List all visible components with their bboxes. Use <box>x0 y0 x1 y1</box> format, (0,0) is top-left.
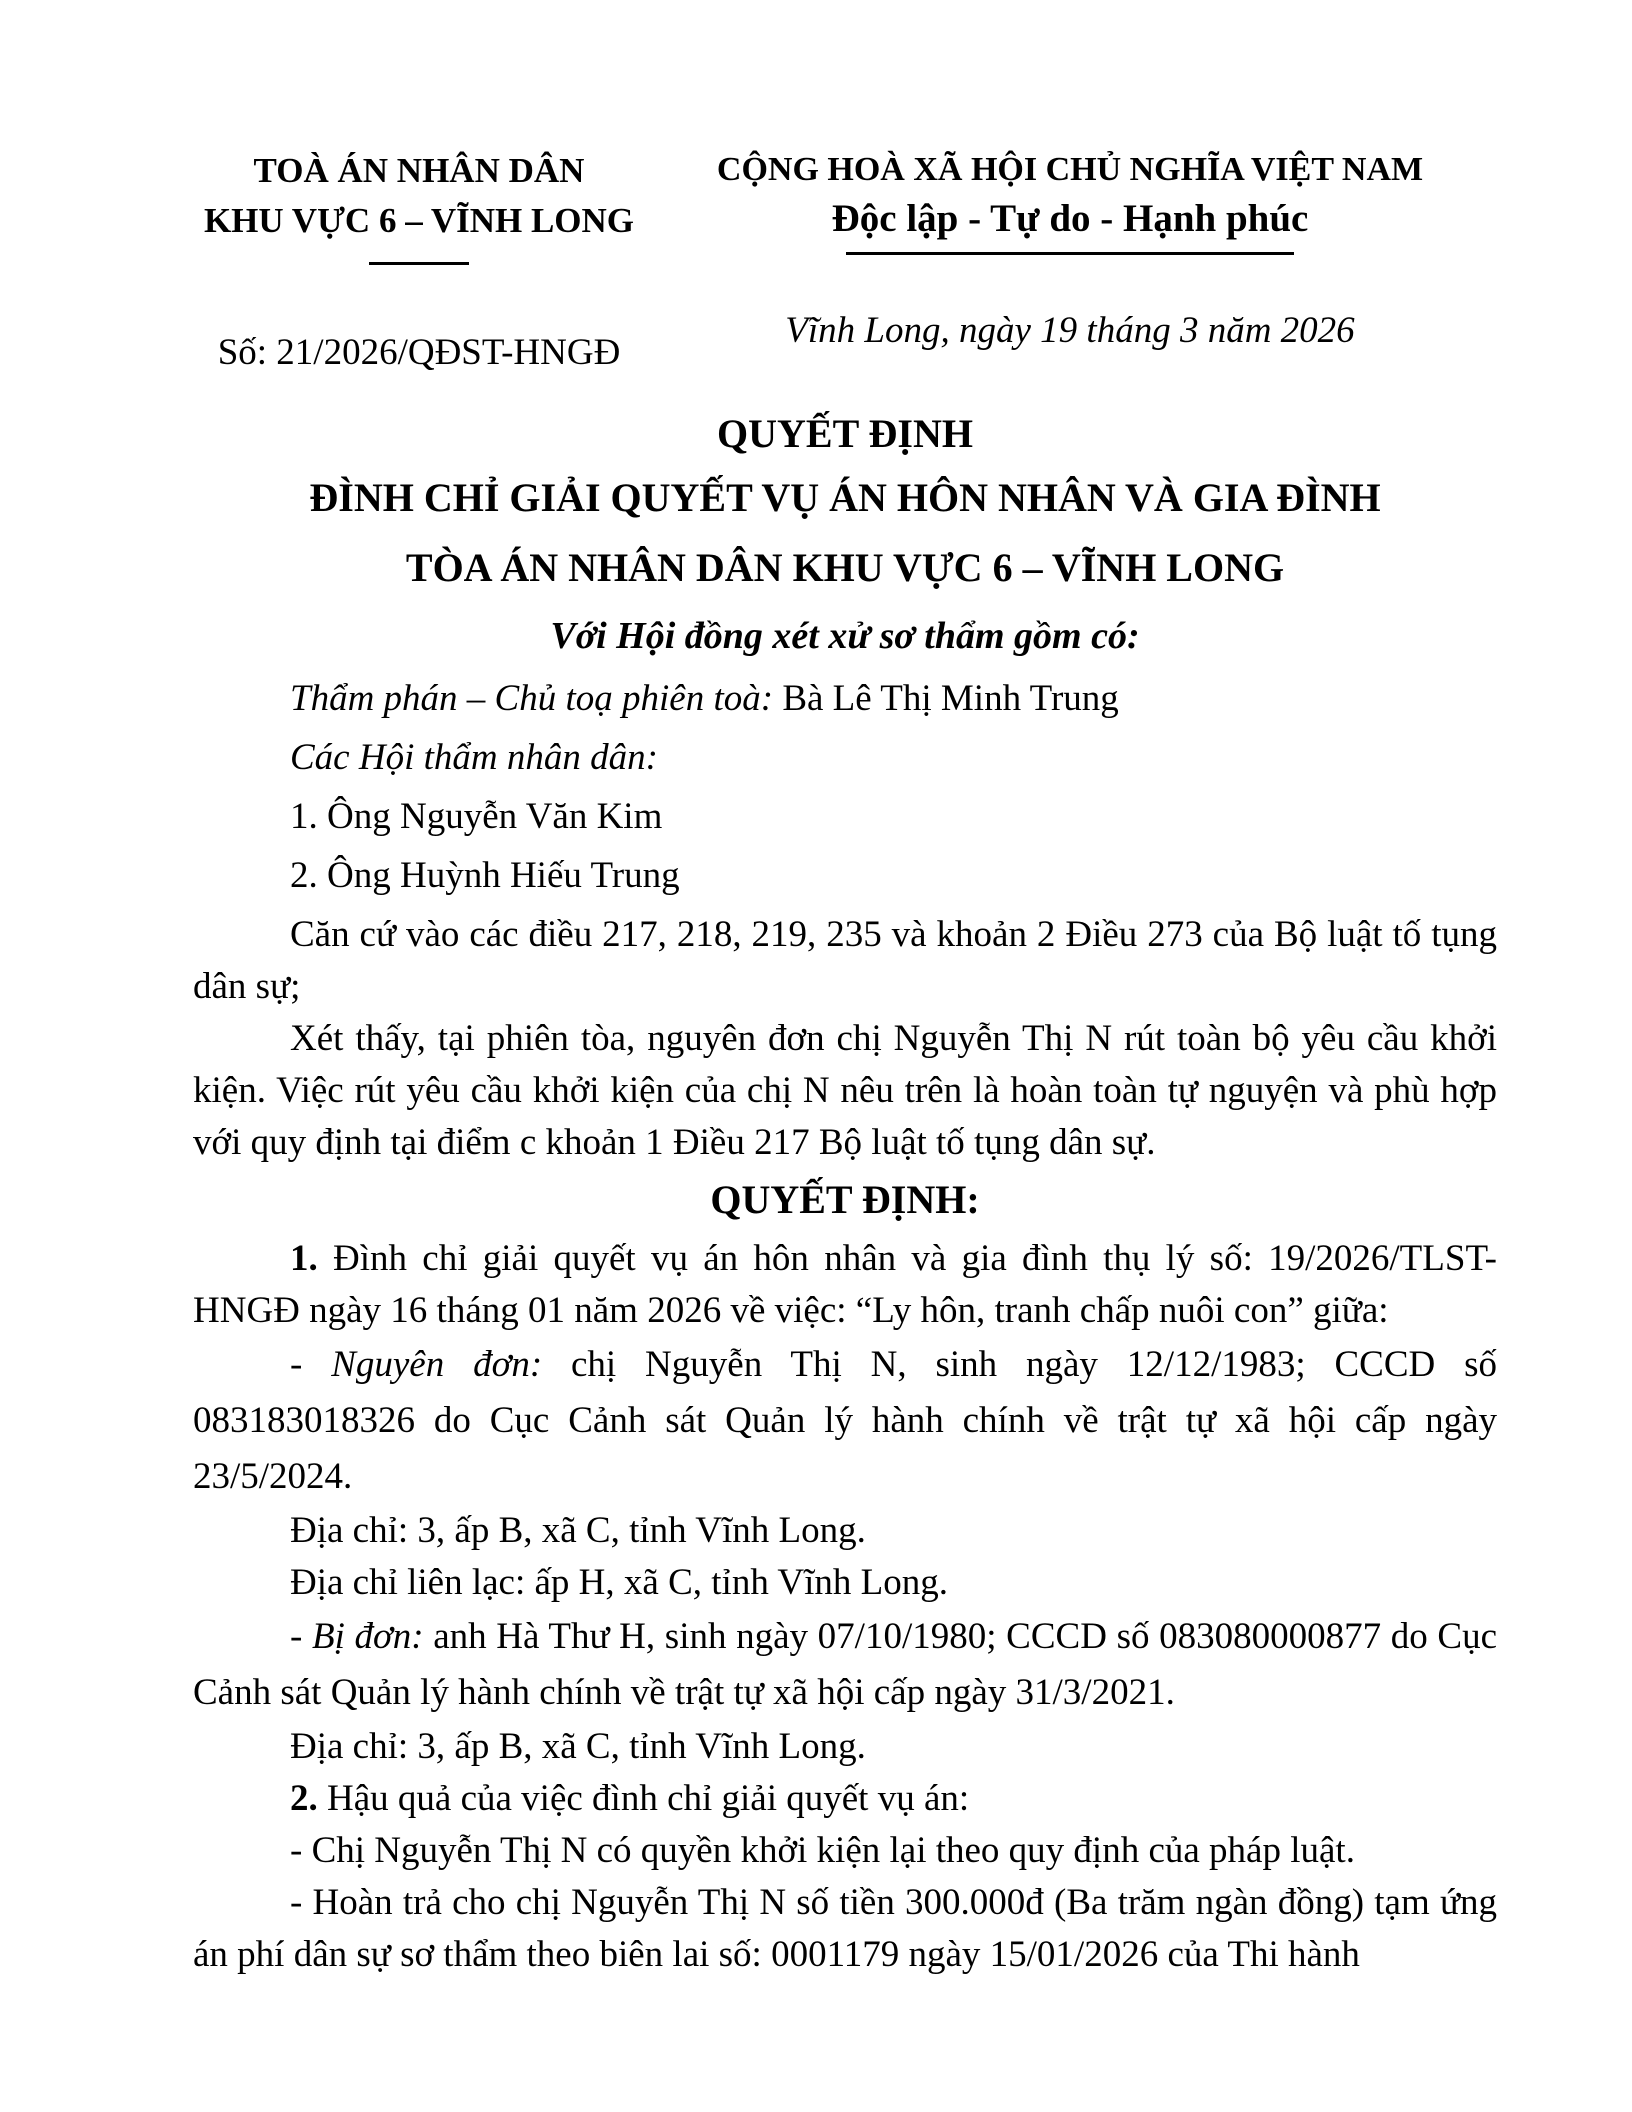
national-header-rule <box>846 252 1294 255</box>
national-motto-block <box>691 146 1449 357</box>
assessor-1: 1. Ông Nguyễn Văn Kim <box>290 796 663 837</box>
document-header <box>193 146 1497 379</box>
item2-paragraph <box>193 1773 1497 1825</box>
item1-paragraph <box>193 1233 1497 1337</box>
judge-name: Bà Lê Thị Minh Trung <box>782 678 1119 719</box>
plaintiff-details: chị Nguyễn Thị N, sinh ngày 12/12/1983; CCCD số 083183018326 do Cục Cảnh sát Quản lý hành chính về trật tự xã hội cấp ngày 23/5/2024. <box>193 1344 1497 1497</box>
court-header-rule <box>369 262 469 265</box>
consequence-2: - Hoàn trả cho chị Nguyễn Thị N số tiền 300.000đ (Ba trăm ngàn đồng) tạm ứng án phí dân sự sơ thẩm theo biên lai số: 0001179 ngày 15/01/2026 của Thi hành <box>193 1882 1497 1975</box>
plaintiff-dash: - <box>290 1344 332 1385</box>
decision-subject: ĐÌNH CHỈ GIẢI QUYẾT VỤ ÁN HÔN NHÂN VÀ GIA ĐÌNH <box>309 475 1381 520</box>
legal-basis-paragraph: Căn cứ vào các điều 217, 218, 219, 235 và khoản 2 Điều 273 của Bộ luật tố tụng dân sự; <box>193 914 1497 1007</box>
decision-title: QUYẾT ĐỊNH <box>717 411 973 456</box>
assessors-label: Các Hội thẩm nhân dân: <box>290 737 658 778</box>
judge-line <box>193 673 1497 725</box>
place-date-line: Vĩnh Long, ngày 19 tháng 3 năm 2026 <box>785 310 1355 351</box>
consequence-1: - Chị Nguyễn Thị N có quyền khởi kiện lại theo quy định của pháp luật. <box>290 1830 1355 1871</box>
trial-panel-section <box>193 673 1497 902</box>
national-header-line1: CỘNG HOÀ XÃ HỘI CHỦ NGHĨA VIỆT NAM <box>716 151 1424 188</box>
plaintiff-contact-address: Địa chỉ liên lạc: ấp H, xã C, tỉnh Vĩnh Long. <box>290 1562 948 1603</box>
document-number: Số: 21/2026/QĐST-HNGĐ <box>217 332 621 373</box>
item1-text: Đình chỉ giải quyết vụ án hôn nhân và gia đình thụ lý số: 19/2026/TLST-HNGĐ ngày 16 tháng 01 năm 2026 về việc: “Ly hôn, tranh chấp nuôi con” giữa: <box>193 1238 1497 1331</box>
finding-paragraph: Xét thấy, tại phiên tòa, nguyên đơn chị Nguyễn Thị N rút toàn bộ yêu cầu khởi kiện. Việc rút yêu cầu khởi kiện của chị N nêu trên là hoàn toàn tự nguyện và phù hợp với quy định tại điểm c khoản 1 Điều 217 Bộ luật tố tụng dân sự. <box>193 1018 1497 1163</box>
item2-number: 2. <box>290 1778 318 1819</box>
defendant-label: Bị đơn: <box>311 1616 424 1657</box>
panel-intro: Với Hội đồng xét xử sơ thẩm gồm có: <box>550 615 1140 657</box>
court-name-block <box>193 146 645 379</box>
plaintiff-address: Địa chỉ: 3, ấp B, xã C, tỉnh Vĩnh Long. <box>290 1510 866 1551</box>
assessor-2: 2. Ông Huỳnh Hiếu Trung <box>290 855 680 896</box>
issuing-court-title: TÒA ÁN NHÂN DÂN KHU VỰC 6 – VĨNH LONG <box>405 545 1285 590</box>
decides-heading: QUYẾT ĐỊNH: <box>710 1177 980 1222</box>
title-block <box>193 407 1497 663</box>
item1-number: 1. <box>290 1238 318 1279</box>
court-name-line2: KHU VỰC 6 – VĨNH LONG <box>203 201 635 240</box>
defendant-details: anh Hà Thư H, sinh ngày 07/10/1980; CCCD số 083080000877 do Cục Cảnh sát Quản lý hành chính về trật tự xã hội cấp ngày 31/3/2021. <box>193 1616 1497 1713</box>
national-header-line2: Độc lập - Tự do - Hạnh phúc <box>831 197 1309 240</box>
defendant-dash: - <box>290 1616 312 1657</box>
item2-text: Hậu quả của việc đình chỉ giải quyết vụ án: <box>317 1778 970 1819</box>
court-name-line1: TOÀ ÁN NHÂN DÂN <box>253 151 585 190</box>
judge-label: Thẩm phán – Chủ toạ phiên toà: <box>290 678 783 719</box>
defendant-address: Địa chỉ: 3, ấp B, xã C, tỉnh Vĩnh Long. <box>290 1726 866 1767</box>
defendant-paragraph <box>193 1609 1497 1721</box>
plaintiff-label: Nguyên đơn: <box>331 1344 543 1385</box>
plaintiff-paragraph <box>193 1337 1497 1505</box>
